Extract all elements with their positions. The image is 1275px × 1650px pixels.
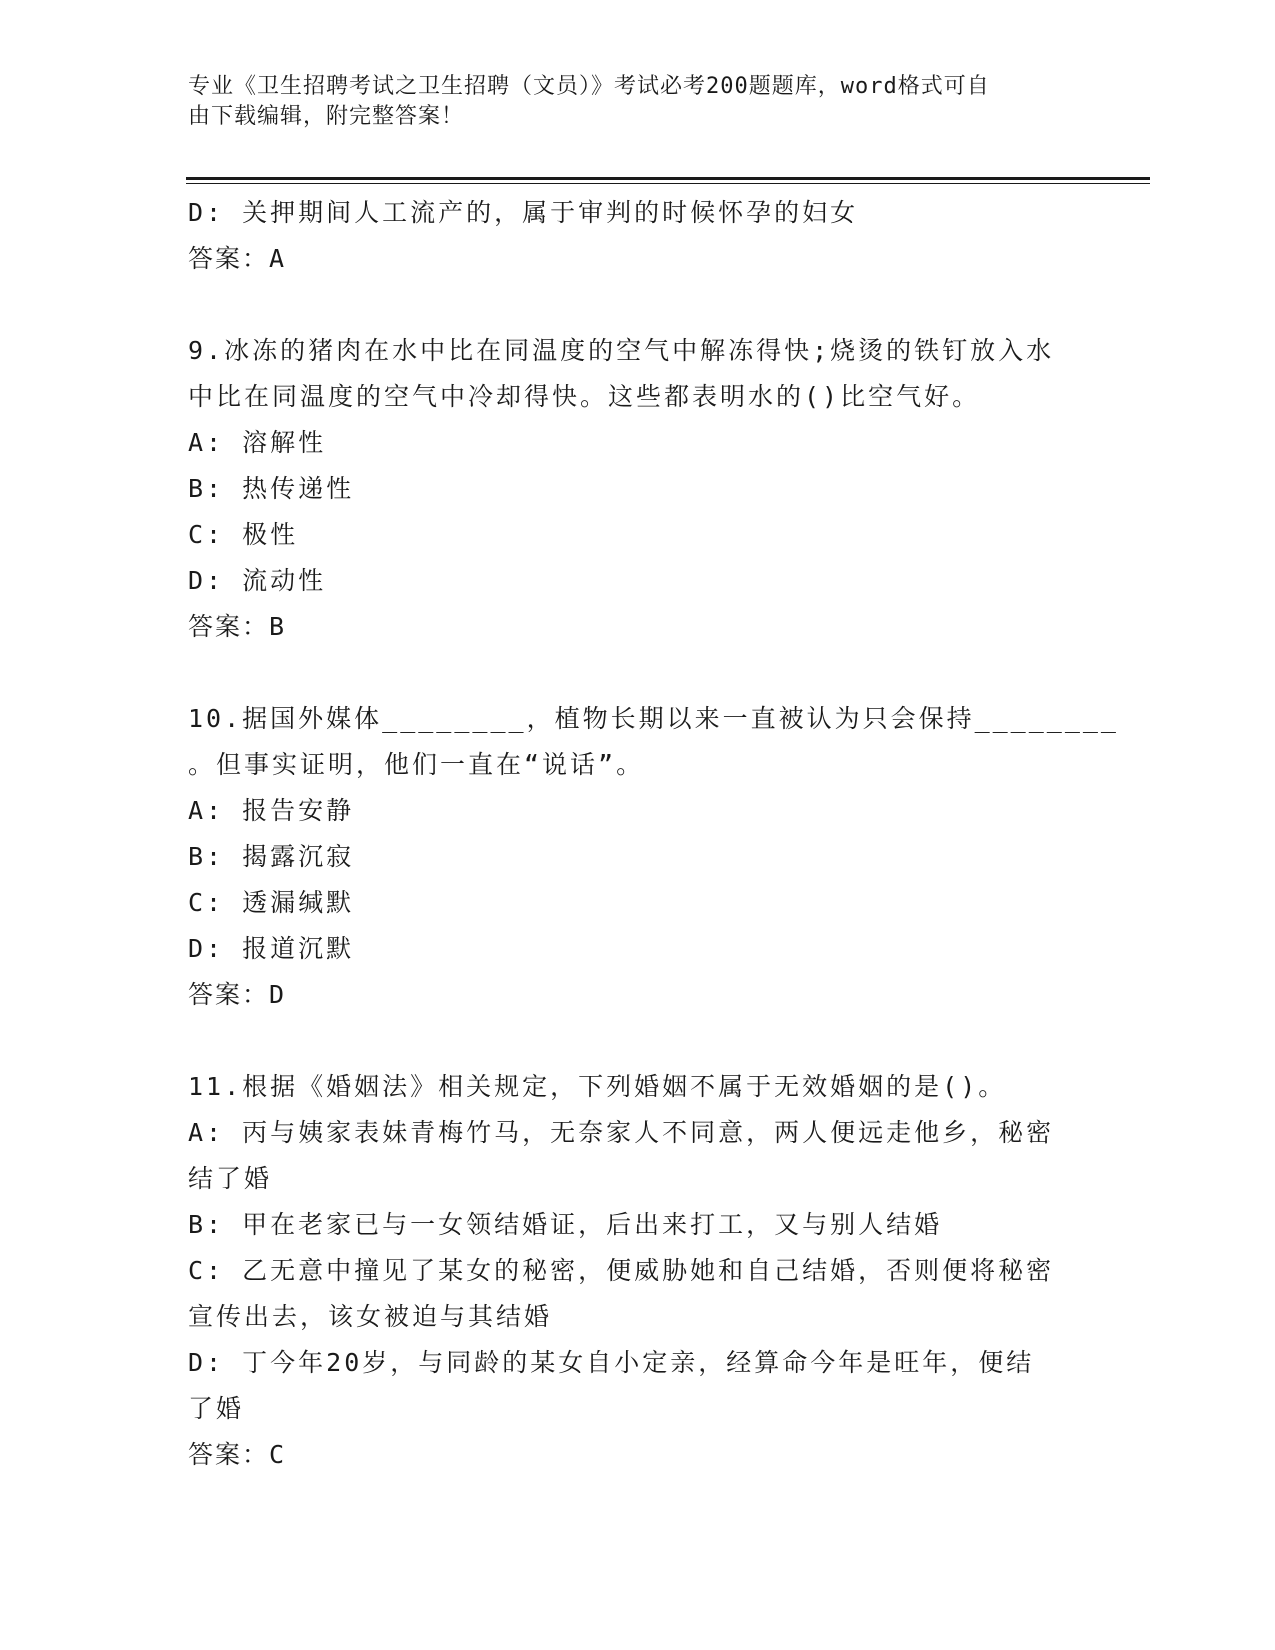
question-list (188, 190, 1119, 1478)
option-c-continued: 宣传出去，该女被迫与其结婚 (188, 1302, 553, 1331)
option-d: D: 流动性 (188, 566, 327, 595)
answer-label: 答案： (188, 1440, 270, 1469)
option-a: A: 溶解性 (188, 428, 327, 457)
question-stem-line: 9.冰冻的猪肉在水中比在同温度的空气中解冻得快;烧烫的铁钉放入水 (188, 336, 1055, 365)
header-line-2: 由下载编辑，附完整答案！ (188, 104, 465, 129)
header-rule-thin (186, 183, 1150, 184)
question-9 (188, 328, 1068, 650)
question-prev (188, 190, 1068, 282)
answer-value: B (269, 612, 287, 641)
question-stem-line: 10.据国外媒体________，植物长期以来一直被认为只会保持________ (188, 704, 1119, 733)
question-stem-line: 中比在同温度的空气中冷却得快。这些都表明水的()比空气好。 (188, 382, 981, 411)
option-b: B: 热传递性 (188, 474, 355, 503)
question-stem-line: 。但事实证明，他们一直在“说话”。 (188, 750, 645, 779)
option-c: C: 透漏缄默 (188, 888, 355, 917)
document-header (188, 72, 1078, 132)
answer-label: 答案： (188, 980, 270, 1009)
spacer (188, 650, 1068, 696)
spacer (188, 282, 1068, 328)
option-d-continued: 了婚 (188, 1394, 245, 1423)
answer-label: 答案： (188, 612, 270, 641)
option-b: B: 揭露沉寂 (188, 842, 355, 871)
option-a: A: 报告安静 (188, 796, 355, 825)
answer (188, 604, 1068, 650)
answer (188, 972, 1068, 1018)
question-stem-line: 11.根据《婚姻法》相关规定，下列婚姻不属于无效婚姻的是()。 (188, 1072, 1007, 1101)
answer-value: C (269, 1440, 287, 1469)
question-10 (188, 696, 1119, 1018)
header-line-1: 专业《卫生招聘考试之卫生招聘（文员）》考试必考200题题库，word格式可自 (188, 74, 990, 99)
answer-value: D (269, 980, 287, 1009)
option-a-continued: 结了婚 (188, 1164, 273, 1193)
answer (188, 236, 1068, 282)
option-c: C: 极性 (188, 520, 299, 549)
question-11 (188, 1064, 1068, 1478)
option-d: D: 报道沉默 (188, 934, 355, 963)
option-d: D: 丁今年20岁，与同龄的某女自小定亲，经算命今年是旺年，便结 (188, 1348, 1035, 1377)
option-a: A: 丙与姨家表妹青梅竹马，无奈家人不同意，两人便远走他乡，秘密 (188, 1118, 1055, 1147)
answer-label: 答案： (188, 244, 270, 273)
option-d: D: 关押期间人工流产的，属于审判的时候怀孕的妇女 (188, 198, 859, 227)
answer (188, 1432, 1068, 1478)
header-rule-thick (186, 177, 1150, 180)
answer-value: A (269, 244, 287, 273)
spacer (188, 1018, 1068, 1064)
option-b: B: 甲在老家已与一女领结婚证，后出来打工，又与别人结婚 (188, 1210, 943, 1239)
option-c: C: 乙无意中撞见了某女的秘密，便威胁她和自己结婚，否则便将秘密 (188, 1256, 1055, 1285)
